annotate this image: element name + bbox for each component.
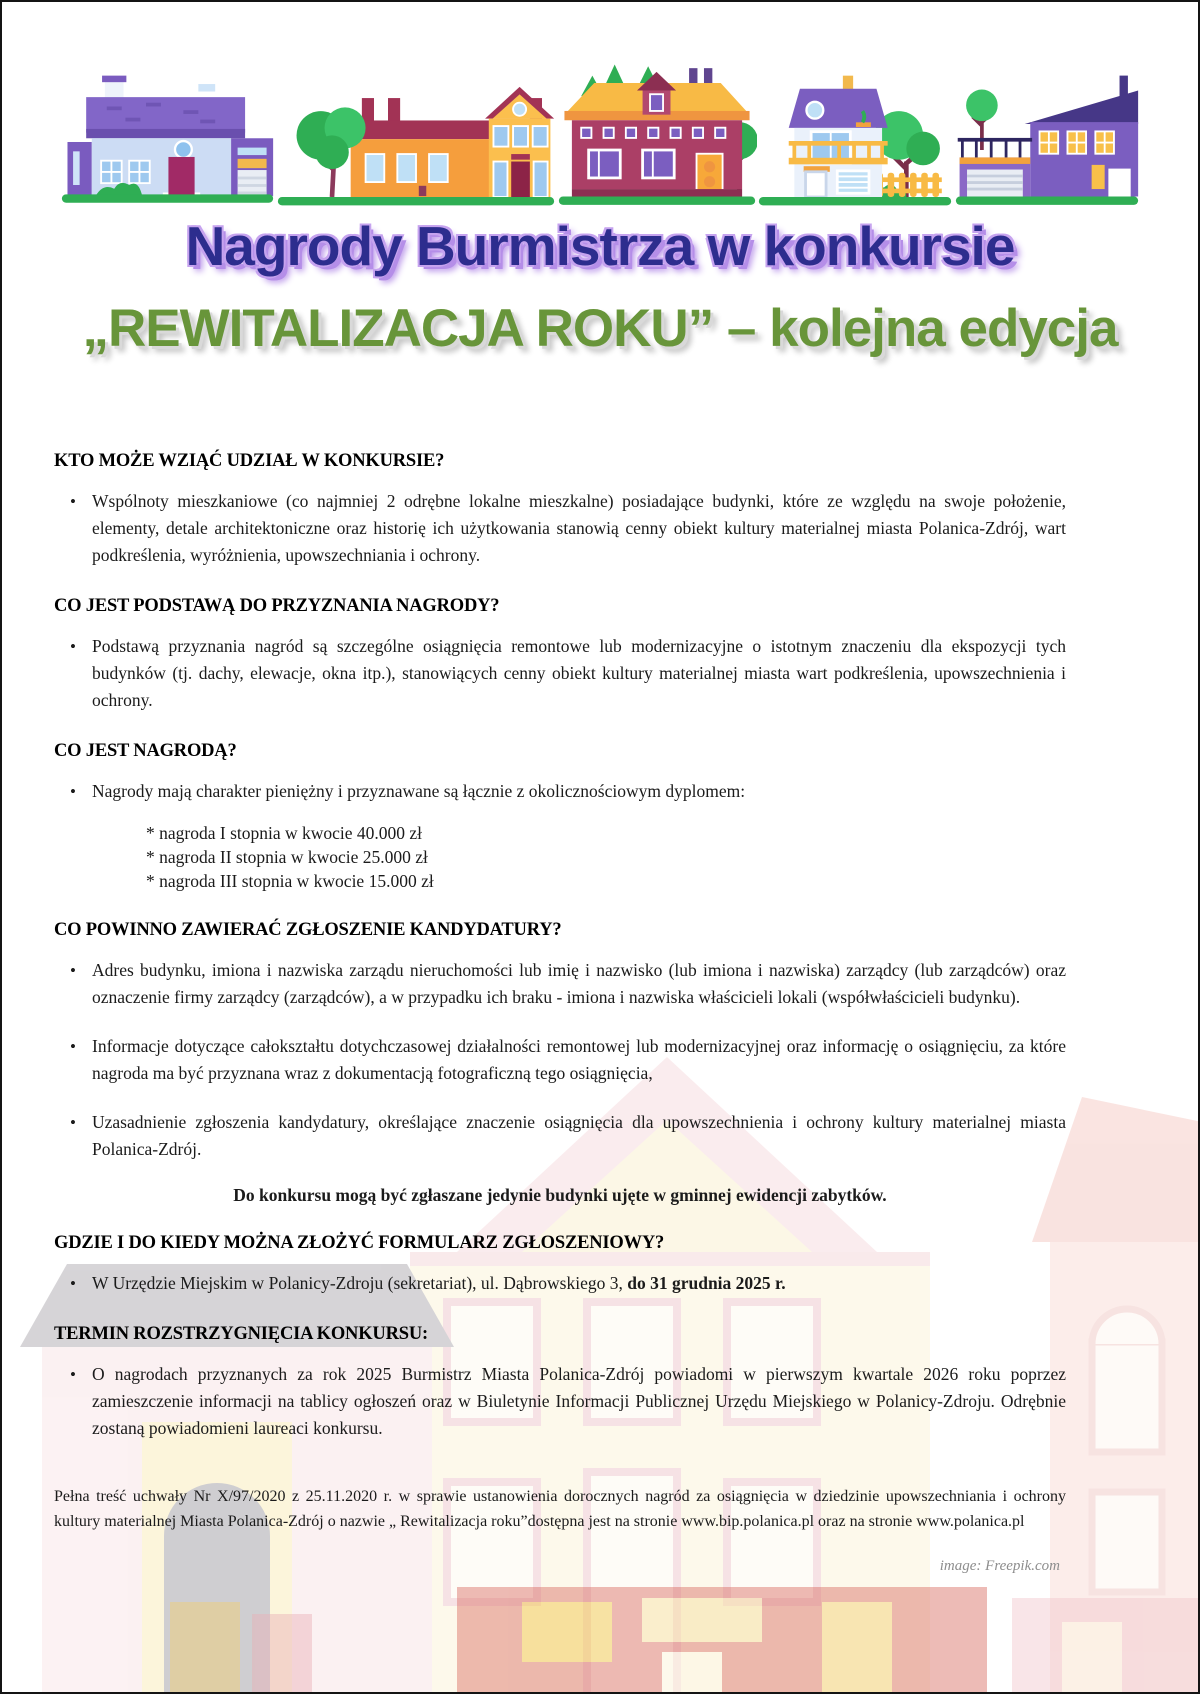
- list-item: [54, 1033, 1066, 1087]
- prize-list: [54, 821, 1066, 893]
- legal-footnote: Pełna treść uchwały Nr X/97/2020 z 25.11.2020 r. w sprawie ustanowienia dorocznych nagród za osiągnięcia w dziedzinie upowszechniania i ochrony kultury materialnej Miasta Polanica-Zdrój o nazwie „ Rewitalizacja roku”dostępna jest na stronie www.bip.polanica.pl oraz na stronie www.polanica.pl: [54, 1488, 1066, 1530]
- prize-line-3: * nagroda III stopnia w kwocie 15.000 zł: [146, 871, 434, 891]
- prize-line-2: * nagroda II stopnia w kwocie 25.000 zł: [146, 847, 428, 867]
- list-item: [54, 1361, 1066, 1442]
- bullet-icon: •: [70, 1113, 76, 1132]
- list-item: [54, 957, 1066, 1011]
- poster-subtitle: „REWITALIZACJA ROKU” – kolejna edycja: [82, 299, 1118, 358]
- house-blue-balcony-icon: [757, 57, 953, 206]
- bullet-text: Informacje dotyczące całokształtu dotychczasowej działalności remontowej lub modernizacyjnej oraz informację o osiągnięciu, za które nagroda ma być przyznana wraz z dokumentacją fotograficzną tego osiągnięcia,: [92, 1036, 1066, 1083]
- bullet-icon: •: [70, 1365, 76, 1384]
- bullet-text: O nagrodach przyznanych za rok 2025 Burmistrz Miasta Polanica-Zdrój powiadomi w pierwszym kwartale 2026 roku poprzez zamieszczenie informacji na tablicy ogłoszeń oraz w Biuletynie Informacji Publicznej Urzędu Miejskiego w Polanicy-Zdroju. Odrębnie zostaną powiadomieni laureaci konkursu.: [92, 1364, 1066, 1438]
- poster-body: [54, 448, 1066, 1464]
- house-purple-modern-icon: [954, 57, 1140, 206]
- list-item: [54, 1109, 1066, 1163]
- houses-banner: [60, 44, 1140, 206]
- bullet-icon: •: [70, 637, 76, 656]
- house-maroon-yellow-roof-icon: [557, 57, 757, 206]
- submission-deadline: do 31 grudnia 2025 r.: [627, 1273, 786, 1293]
- bullet-text: Nagrody mają charakter pieniężny i przyznawane są łącznie z okolicznościowym dyplomem:: [92, 781, 746, 801]
- section-who-can-enter: [54, 448, 1066, 569]
- registry-note: Do konkursu mogą być zgłaszane jedynie budynki ujęte w gminnej ewidencji zabytków.: [233, 1185, 887, 1205]
- section-heading: CO JEST PODSTAWĄ DO PRZYZNANIA NAGRODY?: [54, 596, 500, 616]
- section-results-date: [54, 1321, 1066, 1442]
- list-item: [54, 1270, 1066, 1297]
- poster-title: Nagrody Burmistrza w konkursie: [185, 215, 1015, 277]
- section-heading: TERMIN ROZSTRZYGNIĘCIA KONKURSU:: [54, 1324, 428, 1344]
- section-heading: CO JEST NAGRODĄ?: [54, 741, 237, 761]
- section-heading: KTO MOŻE WZIĄĆ UDZIAŁ W KONKURSIE?: [54, 451, 445, 471]
- submission-place: W Urzędzie Miejskim w Polanicy-Zdroju (sekretariat), ul. Dąbrowskiego 3,: [92, 1273, 628, 1293]
- list-item: [54, 778, 1066, 805]
- bullet-text: [92, 1270, 1066, 1297]
- section-award-basis: [54, 593, 1066, 714]
- bullet-icon: •: [70, 782, 76, 801]
- image-credit: image: Freepik.com: [939, 1558, 1060, 1574]
- bullet-text: Adres budynku, imiona i nazwiska zarządu nieruchomości lub imię i nazwisko (lub imiona i nazwiska) zarządcy (lub zarządców) oraz oznaczenie firmy zarządcy (zarządców), a w przypadku ich braku - imiona i nazwiska właścicieli lokali (współwłaścicieli budynku).: [92, 960, 1066, 1007]
- section-where-when-to-submit: [54, 1230, 1066, 1297]
- section-heading: CO POWINNO ZAWIERAĆ ZGŁOSZENIE KANDYDATURY?: [54, 920, 562, 940]
- bullet-icon: •: [70, 492, 76, 511]
- bullet-text: Wspólnoty mieszkaniowe (co najmniej 2 odrębne lokalne mieszkalne) posiadające budynki, które ze względu na swoje położenie, elementy, detale architektoniczne oraz historię ich użytkowania stanowią cenny obiekt kultury materialnej miasta Polanica-Zdrój, wart podkreślenia, wyróżnienia, upowszechniania i ochrony.: [92, 491, 1066, 565]
- section-application-contents: [54, 917, 1066, 1206]
- section-heading: GDZIE I DO KIEDY MOŻNA ZŁOŻYĆ FORMULARZ ZGŁOSZENIOWY?: [54, 1233, 665, 1253]
- section-what-is-the-prize: [54, 738, 1066, 893]
- house-lavender-garage-icon: [60, 56, 275, 206]
- list-item: [54, 488, 1066, 569]
- bullet-icon: •: [70, 961, 76, 980]
- bullet-text: Uzasadnienie zgłoszenia kandydatury, określające znaczenie osiągnięcia dla upowszechnienia i ochrony kultury materialnej miasta Polanica-Zdrój.: [92, 1112, 1066, 1159]
- bullet-icon: •: [70, 1037, 76, 1056]
- house-orange-long-icon: [276, 57, 556, 206]
- list-item: [54, 633, 1066, 714]
- prize-line-1: * nagroda I stopnia w kwocie 40.000 zł: [146, 823, 423, 843]
- bullet-text: Podstawą przyznania nagród są szczególne osiągnięcia remontowe lub modernizacyjne o istotnym znaczeniu dla ekspozycji tych budynków (tj. dachy, elewacje, okna itp.), stanowiących cenny obiekt kultury materialnej miasta wart podkreślenia, upowszechnienia i ochrony.: [92, 636, 1066, 710]
- bullet-icon: •: [70, 1274, 76, 1293]
